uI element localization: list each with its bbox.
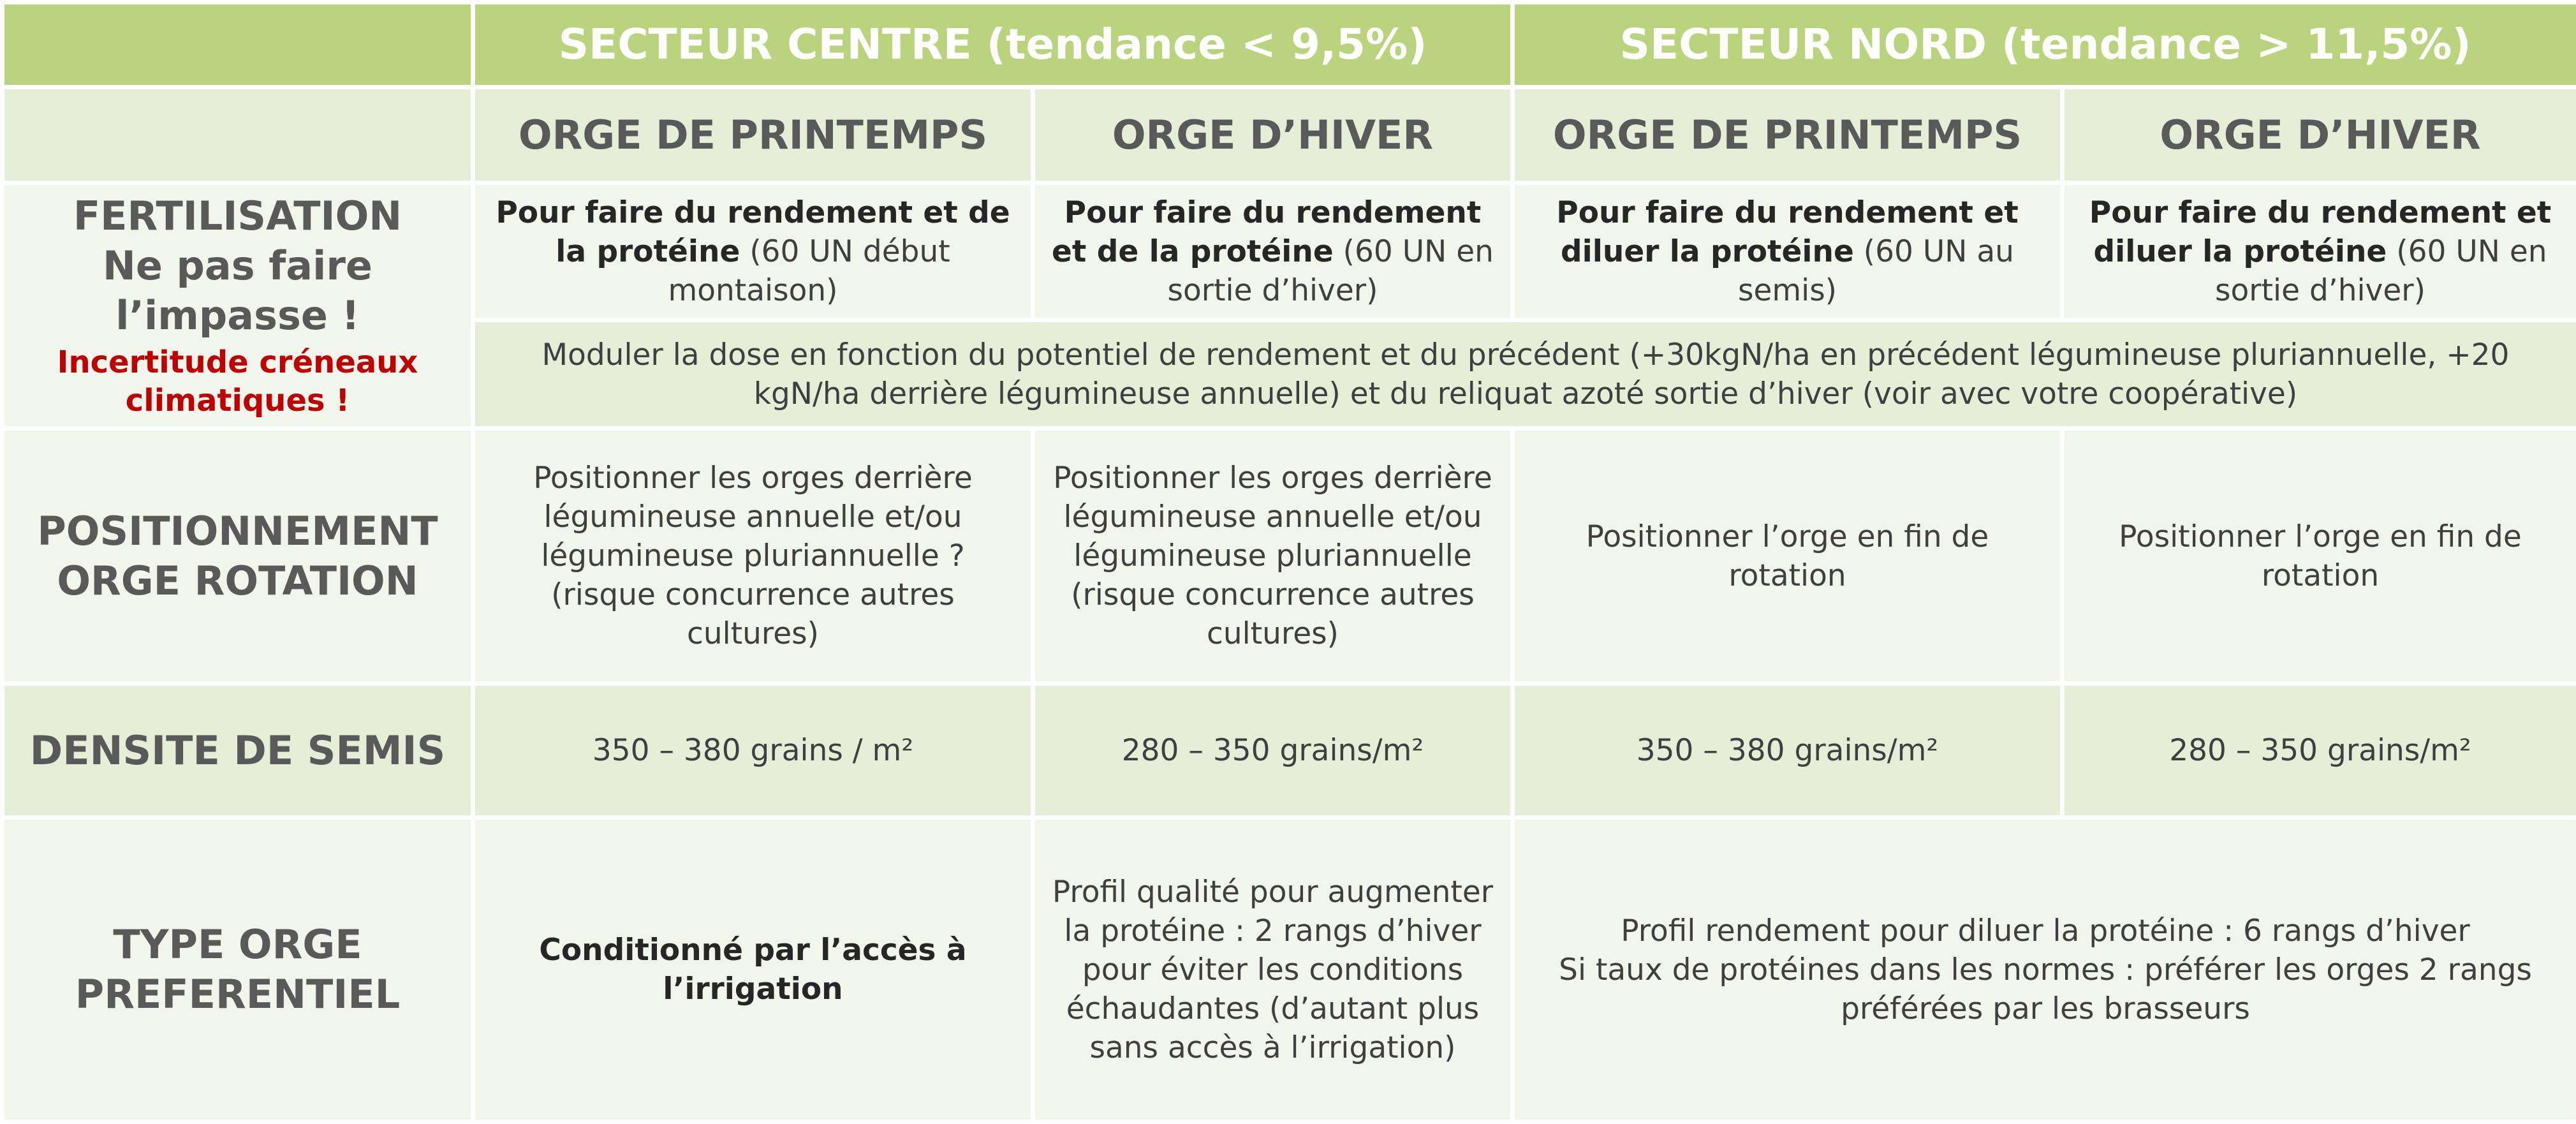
type-orge-row [3,818,2576,1122]
crop-header-nord-hiver: ORGE D’HIVER [2063,87,2576,183]
fertilisation-nord-printemps-bold: Pour faire du rendement et diluer la protéine [1556,195,2018,269]
fertilisation-subtitle-1: Ne pas faire [103,242,372,289]
positionnement-centre-hiver: Positionner les orges derrière légumineuse annuelle et/ou légumineuse pluriannuelle (risque concurrence autres cultures) [1033,429,1513,684]
fertilisation-nord-hiver-detail: (60 UN en sortie d’hiver) [2215,234,2547,308]
fertilisation-nord-hiver-bold: Pour faire du rendement et diluer la protéine [2089,195,2551,269]
type-orge-nord-line-1: Profil rendement pour diluer la protéine : 6 rangs d’hiver [1621,913,2470,949]
crop-header-centre-printemps: ORGE DE PRINTEMPS [473,87,1033,183]
type-orge-nord-line-2: Si taux de protéines dans les normes : préférer les orges 2 rangs préférées par les brasseurs [1559,952,2532,1026]
type-orge-nord [1513,818,2576,1122]
fertilisation-modulation-note: Moduler la dose en fonction du potentiel de rendement et du précédent (+30kgN/ha en précédent légumineuse pluriannuelle, +20 kgN/ha derrière légumineuse annuelle) et du reliquat azoté sortie d’hiver (voir avec votre coopérative) [473,320,2576,429]
densite-nord-printemps: 350 – 380 grains/m² [1513,684,2063,818]
type-orge-title-2: PREFERENTIEL [75,971,400,1017]
crop-header-nord-printemps: ORGE DE PRINTEMPS [1513,87,2063,183]
fertilisation-row-header [3,183,473,429]
fertilisation-nord-printemps [1513,183,2063,320]
fertilisation-title: FERTILISATION [73,193,402,239]
fertilisation-subtitle-2: l’impasse ! [115,292,360,339]
sector-nord-header: SECTEUR NORD (tendance > 11,5%) [1513,3,2576,87]
positionnement-nord-hiver: Positionner l’orge en fin de rotation [2063,429,2576,684]
positionnement-row [3,429,2576,684]
fertilisation-centre-hiver-detail: (60 UN en sortie d’hiver) [1168,234,1494,308]
positionnement-title-1: POSITIONNEMENT [37,508,438,554]
densite-nord-hiver: 280 – 350 grains/m² [2063,684,2576,818]
type-orge-row-header [3,818,473,1122]
fertilisation-centre-printemps [473,183,1033,320]
positionnement-nord-printemps: Positionner l’orge en fin de rotation [1513,429,2063,684]
densite-centre-hiver: 280 – 350 grains/m² [1033,684,1513,818]
type-orge-centre-printemps-text: Conditionné par l’accès à l’irrigation [539,933,966,1007]
fertilisation-nord-hiver [2063,183,2576,320]
densite-row [3,684,2576,818]
crop-header-centre-hiver: ORGE D’HIVER [1033,87,1513,183]
densite-centre-printemps: 350 – 380 grains / m² [473,684,1033,818]
crop-header-row [3,87,2576,183]
type-orge-centre-hiver: Profil qualité pour augmenter la protéine : 2 rangs d’hiver pour éviter les conditions échaudantes (d’autant plus sans accès à l’irrigation) [1033,818,1513,1122]
densite-row-header: DENSITE DE SEMIS [3,684,473,818]
sector-centre-header: SECTEUR CENTRE (tendance < 9,5%) [473,3,1513,87]
positionnement-centre-printemps: Positionner les orges derrière légumineuse annuelle et/ou légumineuse pluriannuelle ? (risque concurrence autres cultures) [473,429,1033,684]
fertilisation-centre-printemps-bold: Pour faire du rendement et de la protéine [496,195,1010,269]
corner-cell [3,3,473,87]
sector-header-row [3,3,2576,87]
fertilisation-centre-printemps-detail: (60 UN début montaison) [668,234,950,308]
fertilisation-nord-printemps-detail: (60 UN au semis) [1738,234,2014,308]
positionnement-title-2: ORGE ROTATION [57,558,418,604]
corner-cell-2 [3,87,473,183]
fertilisation-row [3,183,2576,320]
type-orge-centre-printemps [473,818,1033,1122]
fertilisation-centre-hiver-bold: Pour faire du rendement et de la protéine [1052,195,1481,269]
fertilisation-centre-hiver [1033,183,1513,320]
climate-warning: Incertitude créneaux climatiques ! [18,343,457,420]
positionnement-row-header [3,429,473,684]
type-orge-title-1: TYPE ORGE [113,921,362,968]
